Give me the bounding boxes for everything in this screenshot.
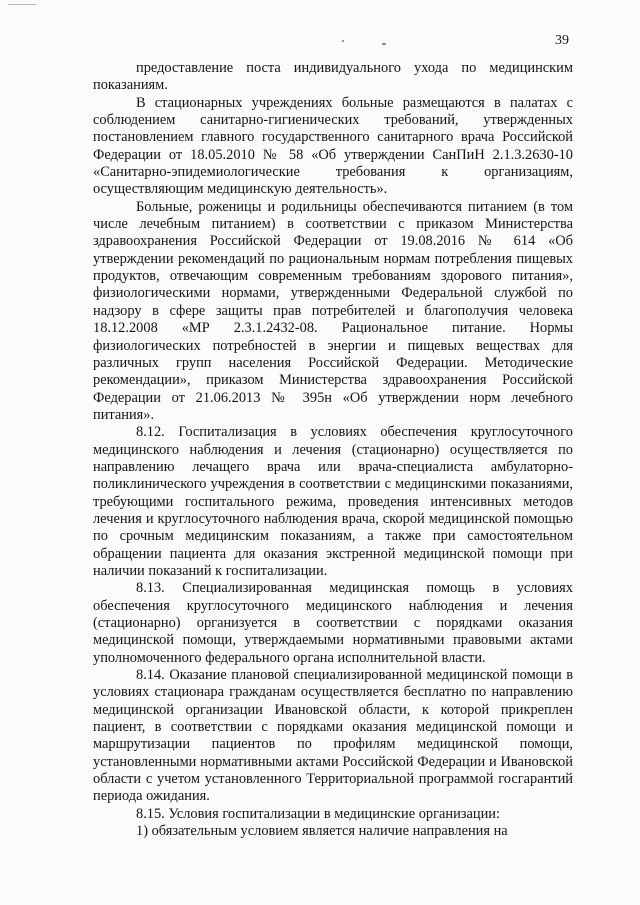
paragraph: 8.14. Оказание плановой специализированной медицинской помощи в условиях стационара гражданам осуществляется бесплатно по направлению медицинской организации Ивановской области, к которой прикреплен пациент, в соответствии с порядками оказания медицинской помощи и маршрутизации пациентов по профилям медицинской помощи, установленными нормативными актами Российской Федерации и Ивановской области с учетом установленного Территориальной программой госгарантий периода ожидания. [93, 667, 573, 805]
paragraph: 8.13. Специализированная медицинская помощь в условиях обеспечения круглосуточного медицинского наблюдения и лечения (стационарно) организуется в соответствии с порядками оказания медицинской помощи, утверждаемыми нормативными правовыми актами уполномоченного федерального органа исполнительной власти. [93, 580, 573, 666]
paragraph: Больные, роженицы и родильницы обеспечиваются питанием (в том числе лечебным питанием) в соответствии с приказом Министерства здравоохранения Российской Федерации от 19.08.2016 № 614 «Об утверждении рекомендаций по рациональным нормам потребления пищевых продуктов, отвечающим современным требованиям здорового питания», физиологическими нормами, утвержденными Федеральной службой по надзору в сфере защиты прав потребителей и благополучия человека 18.12.2008 «МР 2.3.1.2432-08. Рациональное питание. Нормы физиологических потребностей в энергии и пищевых веществах для различных групп населения Российской Федерации. Методические рекомендации», приказом Министерства здравоохранения Российской Федерации от 21.06.2013 № 395н «Об утверждении норм лечебного питания». [93, 198, 573, 423]
document-body [93, 60, 573, 840]
scan-speck [342, 40, 344, 42]
paragraph: 8.12. Госпитализация в условиях обеспечения круглосуточного медицинского наблюдения и лечения (стационарно) осуществляется по направлению лечащего врача или врача-специалиста амбулаторно-поликлинического учреждения в соответствии с медицинскими показаниями, требующими госпитального режима, проведения интенсивных методов лечения и круглосуточного наблюдения врача, скорой медицинской помощью по срочным медицинским показаниям, а также при самостоятельном обращении пациента для оказания экстренной медицинской помощи при наличии показаний к госпитализации. [93, 424, 573, 579]
scan-speck [382, 43, 386, 45]
scan-corner-mark [8, 4, 36, 5]
paragraph: 8.15. Условия госпитализации в медицинские организации: [136, 805, 500, 822]
paragraph: 1) обязательным условием является наличие направления на [136, 823, 508, 840]
paragraph: предоставление поста индивидуального ухода по медицинским показаниям. [93, 60, 573, 94]
page-number: 39 [555, 33, 569, 48]
paragraph: В стационарных учреждениях больные размещаются в палатах с соблюдением санитарно-гигиенических требований, утвержденных постановлением главного государственного санитарного врача Российской Федерации от 18.05.2010 № 58 «Об утверждении СанПиН 2.1.3.2630-10 «Санитарно-эпидемиологические требования к организациям, осуществляющим медицинскую деятельность». [93, 94, 573, 198]
